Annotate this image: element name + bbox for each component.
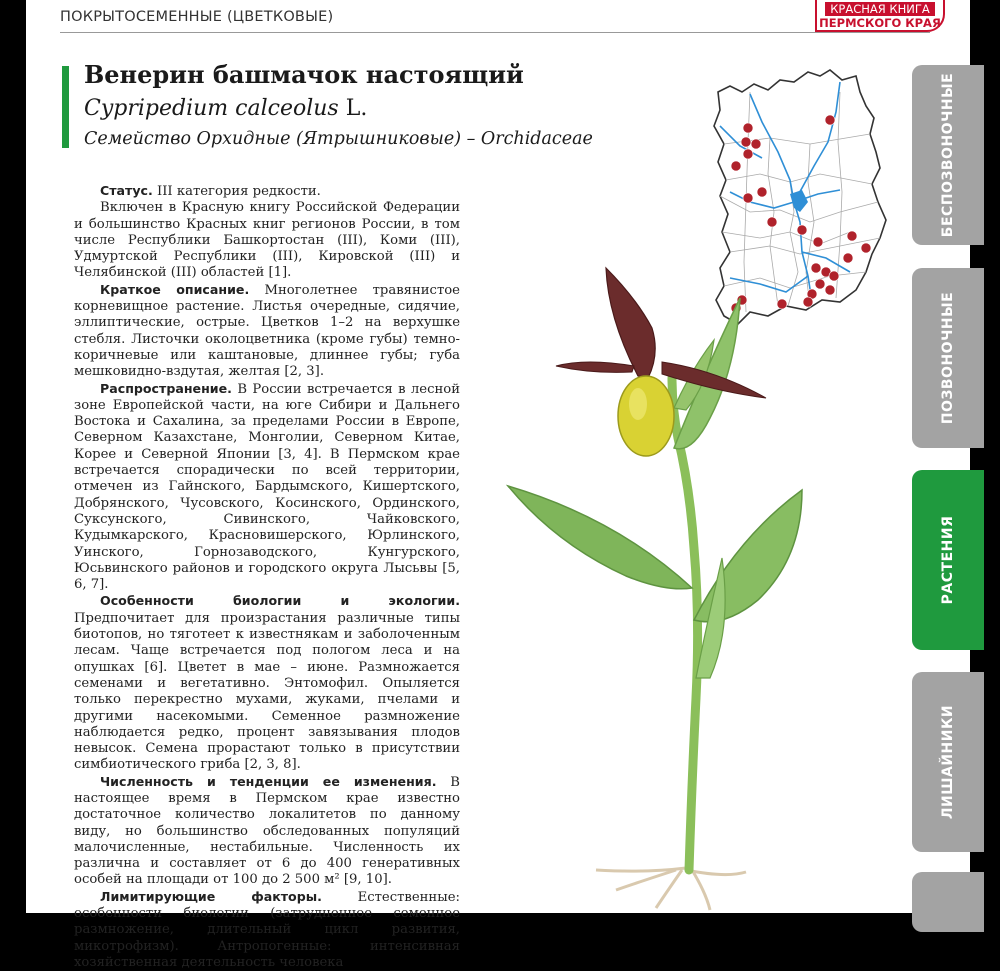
latin-author: L. [345, 96, 368, 121]
tab-vertebrates[interactable] [912, 268, 984, 448]
logo-line-2: ПЕРМСКОГО КРАЯ [819, 16, 941, 30]
stem [672, 378, 698, 870]
tab-invertebrates-label: БЕСПОЗВОНОЧНЫЕ [940, 72, 956, 238]
roots [596, 868, 746, 910]
page-header [60, 0, 941, 33]
species-family: Семейство Орхидные (Ятрышниковые) – Orchidaceae [84, 129, 593, 149]
section-label: ПОКРЫТОСЕМЕННЫЕ (ЦВЕТКОВЫЕ) [60, 9, 334, 25]
paragraph-heading: Статус. [100, 183, 153, 198]
tab-plants-label: РАСТЕНИЯ [940, 515, 956, 605]
petal-left [556, 362, 634, 372]
paragraph-heading: Распространение. [100, 380, 232, 396]
book-page [26, 0, 970, 970]
paragraph-text: Многолетнее травянистое корневищное растение. Листья очередные, сидячие, эллиптические, острые. Цветков 1–2 на верхушке стебля. Листочки околоцветника (кроме губы) темно-коричневые или каштановые, длиннее губы; губа мешковидно-вздутая, желтая [2, 3]. [74, 282, 460, 380]
article-paragraph [74, 593, 460, 773]
paragraph-text: В России встречается в лесной зоне Европейской части, на юге Сибири и Дальнего Востока и Сахалина, за пределами России в Европе, Северном Казахстане, Монголии, Северном Китае, Корее и Северной Японии [3, 4]. В Пермском крае встречается спорадически по всей территории, отмечен из Гайнского, Бардымского, Кишертского, Добрянского, Чусовского, Косинского, Ординского, Суксунского, Сивинского, Чайковского, Кудымкарского, Красновишерского, Юрлинского, Уинского, Горнозаводского, Кунгурского, Юсьвинского районов и городского округа Лысьвы [5, 6, 7]. [74, 381, 460, 593]
paragraph-text: Включен в Красную книгу Российской Федерации и большинство Красных книг регионов России, в том числе Республики Башкортостан (III), Коми (III), Удмуртской Республики (III), Кировской (III) и Челябинской (III) областей [1]. [74, 200, 460, 281]
lip-highlight [629, 388, 647, 420]
paragraph-text: Естественные: особенности биологии (затрудненное семенное размножение, длительный цикл развития, микотрофизм). Антропогенные: интенсивная хозяйственная деятельность человека [74, 889, 460, 970]
article-paragraph [74, 889, 460, 971]
leaf-right [694, 490, 802, 622]
species-title: Венерин башмачок настоящий [84, 60, 524, 89]
article-paragraph [74, 200, 460, 281]
logo-line-1: КРАСНАЯ КНИГА [825, 2, 935, 16]
tab-next[interactable] [912, 872, 984, 932]
paragraph-text: Предпочитает для произрастания различные типы биотопов, но тяготеет к известнякам и заболоченным лесам. Чаще встречается под пологом леса и на опушках [6]. Цветет в мае – июне. Размножается семенами и вегетативно. Энтомофил. Опыляется только перекрестно мухами, жуками, пчелами и другими насекомыми. Семенное размножение наблюдается редко, процент завязывания плодов невысок. Семена прорастают только в присутствии симбиотического гриба [2, 3, 8]. [74, 610, 460, 773]
paragraph-heading: Лимитирующие факторы. [100, 888, 322, 904]
article-paragraph [74, 282, 460, 381]
paragraph-text: III категория редкости. [157, 184, 321, 199]
title-accent-bar [62, 66, 69, 148]
article-body [74, 183, 460, 971]
tab-plants[interactable] [912, 470, 984, 650]
species-latin-name [84, 96, 367, 121]
paragraph-text: В настоящее время в Пермском крае известно достаточное количество локалитетов по данному виду, но большинство обследованных популяций малочисленные, нестабильные. Численность их различна и составляет от 6 до 400 генеративных особей на площади от 100 до 2 500 м² [9, 10]. [74, 774, 460, 888]
article-paragraph [74, 774, 460, 889]
latin-name-text: Cypripedium calceolus [84, 96, 339, 121]
tab-vertebrates-label: ПОЗВОНОЧНЫЕ [940, 291, 956, 425]
tab-lichens-label: ЛИШАЙНИКИ [940, 704, 956, 820]
paragraph-heading: Краткое описание. [100, 281, 250, 297]
article-paragraph [74, 183, 460, 200]
leaf-left [508, 486, 692, 589]
sepal-top [606, 268, 655, 378]
tab-lichens[interactable] [912, 672, 984, 852]
paragraph-heading: Численность и тенденции ее изменения. [100, 773, 437, 789]
red-book-logo [815, 0, 945, 32]
paragraph-heading: Особенности биологии и экологии. [100, 593, 460, 609]
article-paragraph [74, 381, 460, 594]
flower-lip [618, 376, 674, 456]
plant-illustration [496, 258, 826, 913]
tab-invertebrates[interactable] [912, 65, 984, 245]
